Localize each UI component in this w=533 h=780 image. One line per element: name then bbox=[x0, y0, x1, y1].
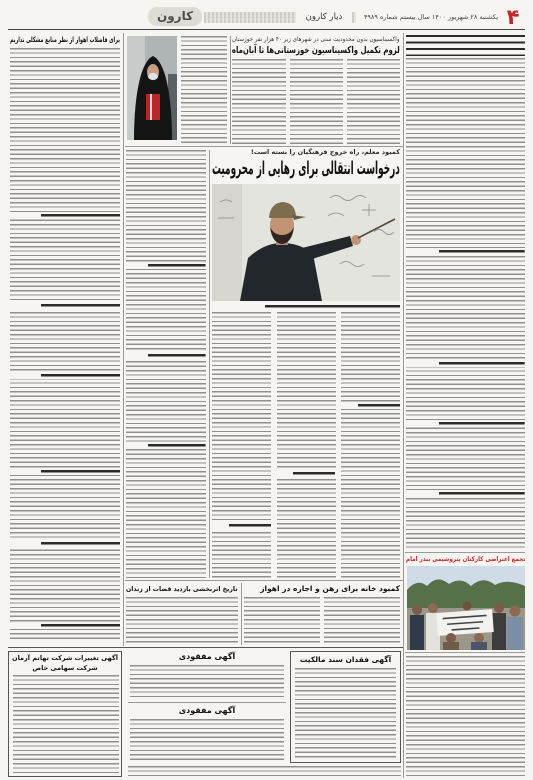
subheading-bar bbox=[406, 360, 525, 367]
subheading-bar bbox=[10, 372, 120, 379]
company-changes-ad-heading: آگهی تغییرات شرکت تهاتم آرمان شرکت سهامی خاص bbox=[12, 654, 118, 672]
prison-visit-headline bbox=[126, 584, 238, 594]
subheading-bar bbox=[126, 442, 206, 449]
ad-divider bbox=[128, 702, 286, 703]
ad-body-text bbox=[13, 675, 119, 773]
article-body-text bbox=[324, 597, 400, 644]
subheading-bar bbox=[406, 490, 525, 497]
article-body-text bbox=[212, 312, 271, 578]
subheading-bar bbox=[126, 352, 206, 359]
section-rule bbox=[8, 647, 403, 648]
column-rule bbox=[241, 583, 242, 645]
lost-notice-ad-heading: آگهی مفقودی bbox=[178, 652, 236, 661]
column-rule bbox=[123, 33, 124, 646]
teacher-whiteboard-photo bbox=[212, 184, 400, 301]
section-label: دیار کارون bbox=[296, 10, 352, 24]
protest-headline-text: تجمع اعتراضی کارکنان پتروشیمی بندر امام bbox=[406, 555, 525, 563]
photo-caption-bar bbox=[212, 303, 400, 310]
vaccination-kicker bbox=[232, 35, 400, 44]
column-rule bbox=[403, 33, 404, 778]
date-line-text: یکشنبه ۲۸ شهریور ۱۴۰۰ سال بیستم شماره ۴۹۸۹ bbox=[363, 13, 498, 21]
teacher-kicker bbox=[232, 148, 400, 157]
article-body-text bbox=[126, 597, 238, 644]
teacher-kicker-text: کمبود معلم، راه خروج فرهنگیان را بسته است! bbox=[250, 148, 400, 156]
company-changes-ad bbox=[8, 651, 122, 777]
ad-body-text bbox=[130, 665, 284, 699]
vaccination-woman-photo bbox=[127, 36, 177, 140]
protest-headline bbox=[406, 555, 525, 564]
section-rule bbox=[405, 652, 525, 653]
teacher-headline-text: درخواست انتقالی برای رهایی از محرومیت bbox=[212, 158, 400, 179]
subheading-bar bbox=[10, 212, 120, 219]
ad-body-text bbox=[295, 668, 396, 759]
vaccination-kicker-text: واکسیناسیون بدون محدودیت سنی در شهرهای زیر ۴۰ هزار نفر خوزستان bbox=[232, 36, 400, 43]
subheading-bar bbox=[212, 522, 271, 529]
lost-notice-ad bbox=[128, 705, 286, 763]
page-number: ۴ bbox=[506, 5, 520, 29]
title-deed-ad-heading: آگهی فقدان سند مالکیت bbox=[299, 655, 392, 664]
vaccination-headline bbox=[232, 44, 400, 57]
section-rule bbox=[405, 552, 525, 553]
subheading-bar bbox=[10, 540, 120, 547]
lost-notice-ad-heading: آگهی مفقودی bbox=[178, 706, 236, 715]
newspaper-logo: کارون bbox=[148, 7, 202, 26]
header-rule bbox=[8, 29, 525, 30]
column-rule bbox=[230, 36, 231, 144]
article-body-text bbox=[290, 59, 343, 144]
protest-photo bbox=[407, 566, 525, 650]
date-line bbox=[360, 12, 498, 22]
section-rule bbox=[125, 146, 403, 147]
prison-visit-headline-text: تاریخ اثربخشی بازدید قضات از زندان bbox=[126, 585, 238, 593]
subheading-bar bbox=[126, 262, 206, 269]
column-rule bbox=[209, 150, 210, 578]
article-body-text bbox=[406, 58, 525, 550]
ad-body-text bbox=[128, 766, 401, 778]
subheading-bar bbox=[406, 248, 525, 255]
housing-headline-text: کمبود خانه برای رهن و اجاره در اهواز bbox=[260, 584, 400, 593]
article-body-text bbox=[341, 312, 400, 578]
article-body-text bbox=[277, 312, 336, 578]
lost-notice-ad bbox=[128, 651, 286, 701]
subheading-bar bbox=[10, 302, 120, 309]
vaccination-headline-text: لزوم تکمیل واکسیناسیون خوزستانی‌ها تا آبان‌ماه bbox=[232, 45, 400, 56]
ad-body-text bbox=[130, 719, 284, 762]
housing-headline bbox=[244, 583, 400, 594]
article-body-text bbox=[181, 36, 227, 144]
article-body-text bbox=[406, 656, 525, 777]
subheading-bar bbox=[10, 468, 120, 475]
article-body-text bbox=[347, 59, 400, 144]
article-body-text bbox=[244, 597, 320, 644]
article-body-text bbox=[232, 59, 286, 144]
section-rule bbox=[125, 580, 403, 581]
left-column-headline-text: برای فاضلاب اهواز از نظر منابع مشکلی نداریم bbox=[10, 35, 120, 44]
article-body-text bbox=[10, 48, 120, 642]
lead-paragraph bbox=[406, 35, 525, 56]
subheading-bar bbox=[406, 420, 525, 427]
subheading-bar bbox=[10, 622, 120, 629]
subheading-bar bbox=[341, 402, 400, 409]
subheading-bar bbox=[277, 470, 336, 477]
left-column-headline bbox=[10, 34, 120, 45]
teacher-headline bbox=[212, 157, 400, 181]
title-deed-ad bbox=[290, 651, 401, 763]
article-body-text bbox=[126, 150, 206, 578]
